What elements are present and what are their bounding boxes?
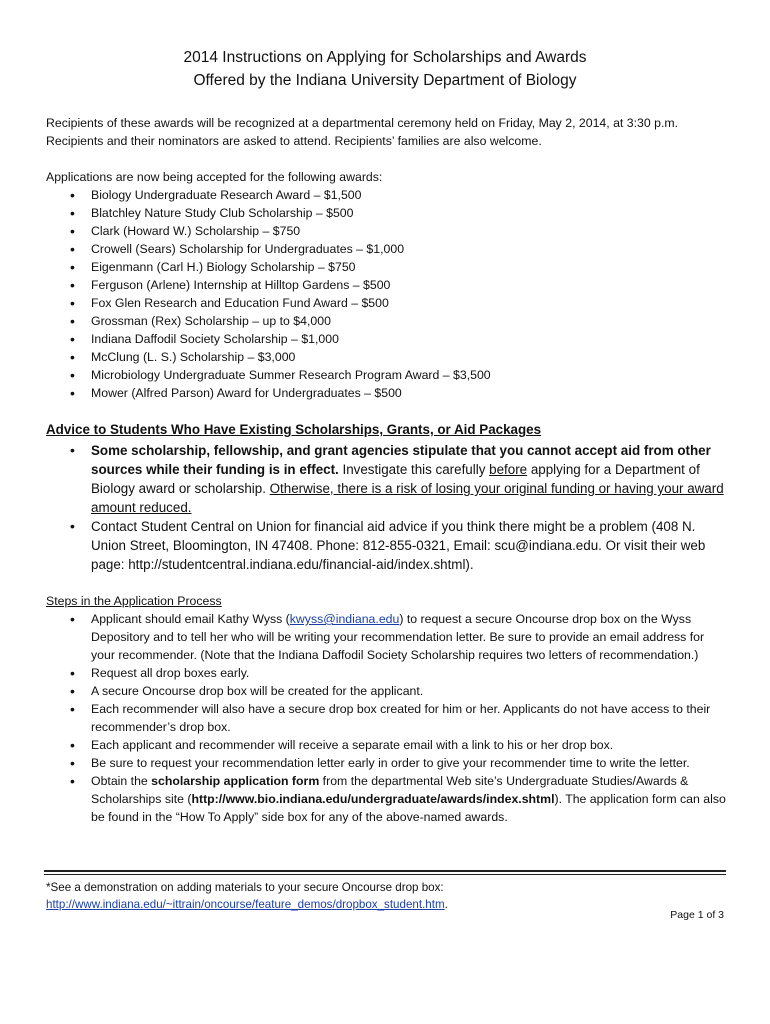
footnote-divider	[44, 870, 726, 872]
award-item: • Microbiology Undergraduate Summer Research Program Award – $3,500	[70, 366, 730, 384]
step-text: Obtain the	[91, 774, 152, 788]
advice-text: Investigate this carefully	[338, 462, 490, 477]
steps-heading: Steps in the Application Process	[46, 594, 222, 608]
page-title: 2014 Instructions on Applying for Scholarships and Awards	[183, 49, 587, 66]
award-item: • McClung (L. S.) Scholarship – $3,000	[70, 348, 730, 366]
advice-text: applying for a Department of Biology award or scholarship.	[91, 462, 700, 496]
steps-list	[70, 610, 730, 826]
intro-line: Recipients and their nominators are asked to attend. Recipients’ families are also welcome.	[46, 134, 542, 148]
advice-before-emphasis: before	[489, 462, 528, 477]
award-item: • Fox Glen Research and Education Fund Award – $500	[70, 294, 730, 312]
advice-list	[70, 441, 730, 574]
step-item: • Each recommender will also have a secure drop box created for him or her. Applicants do not have access to their recommender’s drop box.	[70, 700, 730, 736]
awards-url: http://www.bio.indiana.edu/undergraduate/awards/index.shtml	[191, 792, 555, 806]
step-item	[70, 610, 730, 664]
footnote-divider	[44, 874, 726, 875]
advice-item-funding	[70, 441, 730, 517]
award-item: • Eigenmann (Carl H.) Biology Scholarship – $750	[70, 258, 730, 276]
intro-line: Recipients of these awards will be recognized at a departmental ceremony held on Friday, May 2, 2014, at 3:30 p.m.	[46, 116, 679, 130]
footnote	[46, 879, 736, 913]
step-item: • Each applicant and recommender will receive a separate email with a link to his or her drop box.	[70, 736, 730, 754]
award-item: • Grossman (Rex) Scholarship – up to $4,000	[70, 312, 730, 330]
footnote-period: .	[444, 898, 448, 911]
award-item: • Ferguson (Arlene) Internship at Hilltop Gardens – $500	[70, 276, 730, 294]
award-item: • Biology Undergraduate Research Award – $1,500	[70, 186, 730, 204]
step-text: Applicant should email Kathy Wyss (	[91, 612, 290, 626]
page-number: Page 1 of 3	[670, 909, 724, 921]
awards-list	[70, 186, 730, 402]
advice-risk-note: Otherwise, there is a risk of losing your original funding or having your award amount reduced.	[91, 481, 724, 515]
step-text: ) to request a secure Oncourse drop box on the Wyss Depository and to tell her who will be writing your recommendation letter. Be sure to provide an email address for your recommender. (Note that the Indiana Daffodil Society Scholarship requires two letters of recommendation.)	[91, 612, 705, 662]
step-item: • Be sure to request your recommendation letter early in order to give your recommender time to write the letter.	[70, 754, 730, 772]
advice-warning: Some scholarship, fellowship, and grant agencies stipulate that you cannot accept aid from other sources while their funding is in effect.	[91, 443, 711, 477]
step-item: • A secure Oncourse drop box will be created for the applicant.	[70, 682, 730, 700]
applications-label: Applications are now being accepted for the following awards:	[46, 170, 383, 184]
application-form-label: scholarship application form	[151, 774, 320, 788]
step-item: • Request all drop boxes early.	[70, 664, 730, 682]
award-item: • Indiana Daffodil Society Scholarship – $1,000	[70, 330, 730, 348]
award-item: • Clark (Howard W.) Scholarship – $750	[70, 222, 730, 240]
email-link[interactable]: kwyss@indiana.edu	[289, 612, 400, 626]
step-item	[70, 772, 730, 826]
step-text: from the departmental Web site’s Undergraduate Studies/Awards & Scholarships site (	[91, 774, 689, 806]
award-item: • Mower (Alfred Parson) Award for Undergraduates – $500	[70, 384, 730, 402]
intro-paragraph	[46, 114, 746, 150]
award-item: • Blatchley Nature Study Club Scholarship – $500	[70, 204, 730, 222]
advice-heading: Advice to Students Who Have Existing Scholarships, Grants, or Aid Packages	[46, 422, 542, 437]
footnote-link-line	[46, 896, 736, 913]
award-item: • Crowell (Sears) Scholarship for Undergraduates – $1,000	[70, 240, 730, 258]
advice-item-contact: • Contact Student Central on Union for financial aid advice if you think there might be a problem (408 N. Union Street, Bloomington, IN 47408. Phone: 812-855-0321, Email: scu@indiana.edu. Or visit their web page: http://studentcentral.indiana.edu/financial-aid/index.shtml).	[70, 517, 730, 574]
page-subtitle: Offered by the Indiana University Department of Biology	[193, 72, 577, 89]
dropbox-demo-link[interactable]: http://www.indiana.edu/~ittrain/oncourse/feature_demos/dropbox_student.htm	[46, 898, 445, 911]
footnote-text: *See a demonstration on adding materials to your secure Oncourse drop box:	[46, 881, 444, 894]
step-text: ). The application form can also be found in the “How To Apply” side box for any of the above-named awards.	[91, 792, 726, 824]
